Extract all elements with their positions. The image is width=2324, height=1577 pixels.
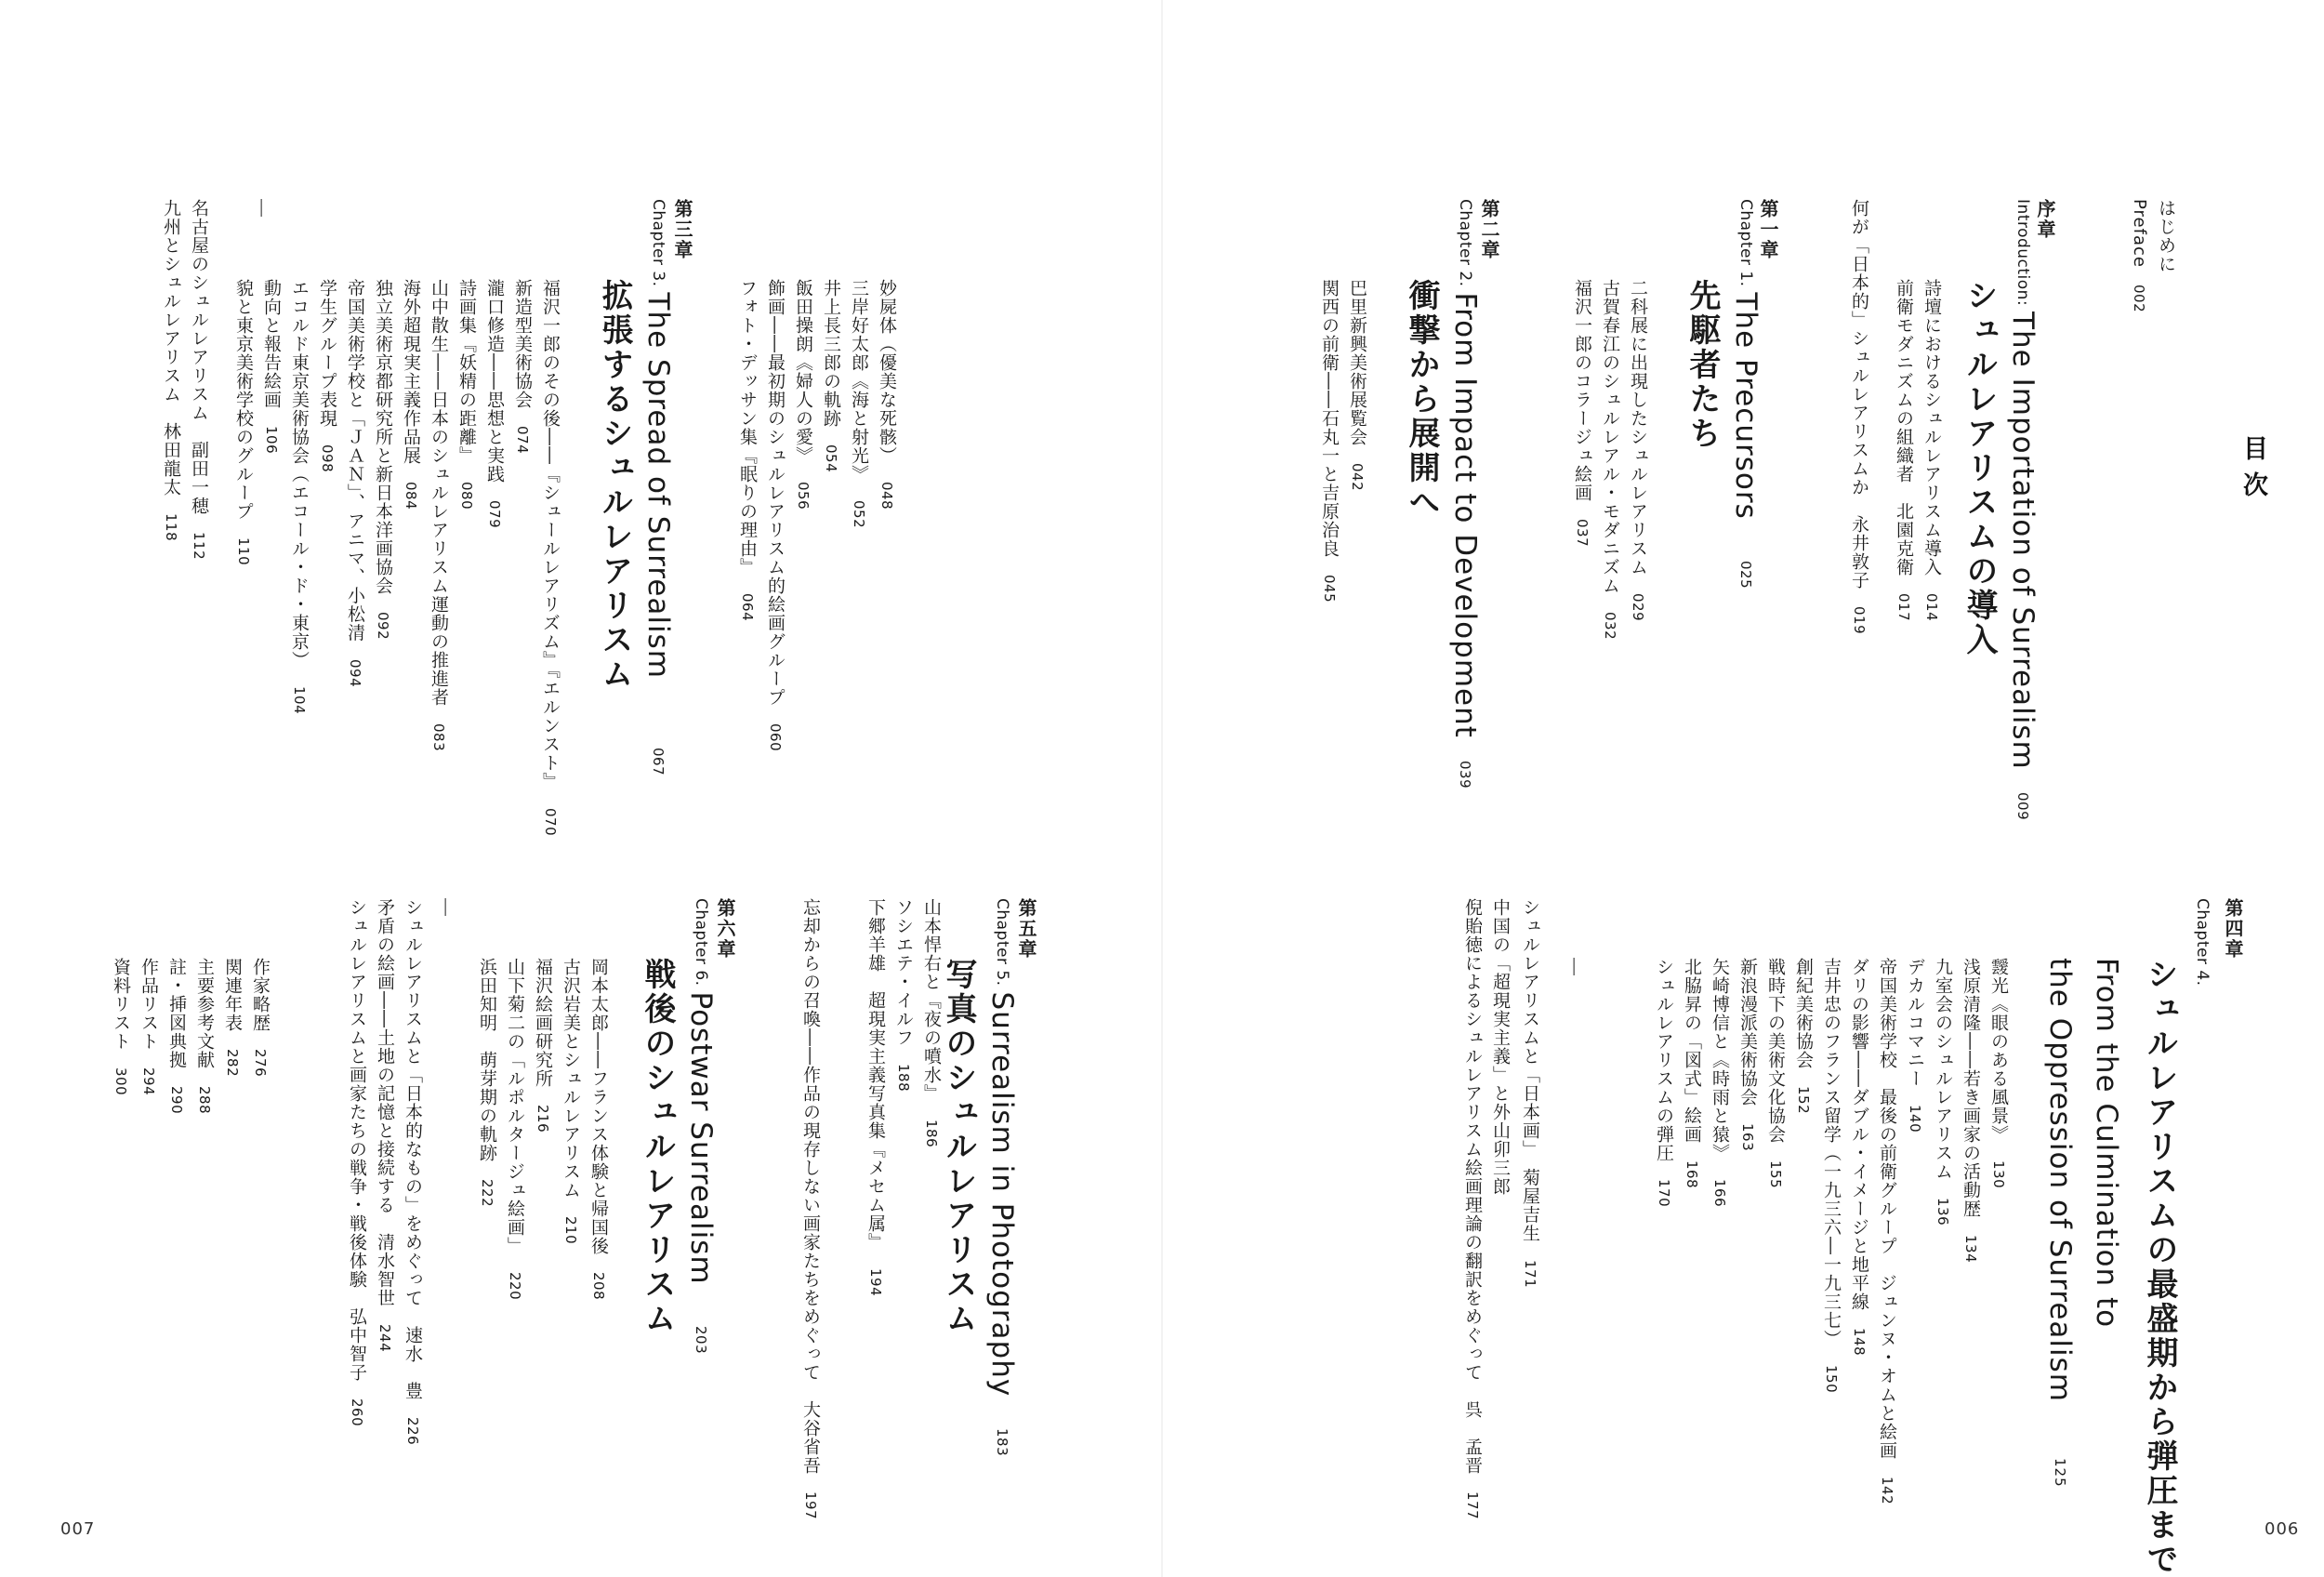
ch1-page: 025: [1737, 560, 1754, 589]
ch4-item-4[interactable]: デカルコマニー140: [1905, 958, 1925, 1133]
ch1-label: 第一章: [1757, 199, 1779, 260]
ch2-title-en: From Impact to Development: [1448, 292, 1482, 738]
ch3-essay-2[interactable]: 九州とシュルレアリスム 林田龍太118: [161, 199, 181, 542]
ch4-title-ja: シュルレアリスムの最盛期から弾圧まで: [2141, 958, 2178, 1577]
ch5-en-label: Chapter 5. Surrealism in Photography183: [985, 898, 1019, 1457]
ch4-item-12[interactable]: 北脇昇の「図式」絵画168: [1682, 958, 1702, 1189]
ch1-en-label: Chapter 1. The Precursors025: [1729, 199, 1763, 589]
preface-page: 002: [2131, 284, 2147, 313]
ch6-item-3[interactable]: 福沢絵画研究所216: [533, 958, 553, 1133]
back-matter-3[interactable]: 主要参考文献288: [194, 958, 215, 1115]
ch3-item-b2[interactable]: 新造型美術協会074: [512, 279, 533, 455]
ch6-divider: ―: [436, 898, 456, 916]
preface-en-entry: [2131, 199, 2147, 312]
ch4-item-5[interactable]: 帝国美術学校 最後の前衛グループ ジュンヌ・オムと絵画142: [1877, 958, 1897, 1505]
ch2-title-ja: 衝撃から展開へ: [1403, 279, 1440, 520]
ch6-essay-3[interactable]: シュルレアリスムと画家たちの戦争・戦後体験 弘中智子260: [347, 898, 367, 1427]
ch4-title-en-1: From the Culmination to: [2090, 958, 2123, 1329]
intro-en-label: Introduction: The Importation of Surrealism009: [2006, 199, 2040, 820]
ch3-item-b3[interactable]: 瀧口修造――思想と実践079: [484, 279, 505, 529]
ch5-label: 第五章: [1015, 898, 1037, 960]
ch4-item-13[interactable]: シュルレアリスムの弾圧170: [1654, 958, 1674, 1208]
ch4-page: 125: [2052, 1457, 2068, 1488]
intro-item-2[interactable]: 前衛モダニズムの組織者 北園克衛017: [1894, 279, 1914, 622]
ch4-item-2[interactable]: 浅原清隆――若き画家の活動歴134: [1961, 958, 1981, 1264]
ch5-item-2[interactable]: ソシエテ・イルフ188: [893, 898, 914, 1093]
back-matter-2[interactable]: 関連年表282: [222, 958, 243, 1078]
preface-entry[interactable]: [2157, 199, 2174, 273]
ch3-item-b8[interactable]: 帝国美術学校と「ＪＡＮ」、アニマ、小松清094: [345, 279, 365, 687]
intro-page: 009: [2014, 791, 2031, 820]
intro-label: 序章: [2034, 199, 2056, 240]
ch3-item-b11[interactable]: 動向と報告絵画106: [261, 279, 282, 455]
ch3-item-a5[interactable]: 三岸好太郎《海と射光》052: [849, 279, 869, 529]
ch4-item-1[interactable]: 靉光《眼のある風景》130: [1988, 958, 2009, 1189]
ch4-divider: ―: [1565, 958, 1585, 975]
intro-item-1[interactable]: 詩壇におけるシュルレアリスム導入014: [1921, 279, 1942, 622]
ch6-essay-1[interactable]: シュルレアリスムと「日本的なもの」をめぐって 速水 豊226: [403, 898, 423, 1446]
ch3-item-b5[interactable]: 山中散生――日本のシュルレアリスム運動の推進者083: [429, 279, 449, 752]
ch6-essay-2[interactable]: 矛盾の絵画――土地の記憶と接続する 清水智世244: [375, 898, 395, 1353]
ch2-item-1[interactable]: 巴里新興美術展覧会042: [1347, 279, 1367, 492]
back-matter-1[interactable]: 作家略歴276: [250, 958, 271, 1078]
ch2-page: 039: [1457, 760, 1473, 789]
ch1-item-3[interactable]: 福沢一郎のコラージュ絵画037: [1572, 279, 1592, 548]
ch3-item-b6[interactable]: 海外超現実主義作品展084: [401, 279, 421, 510]
ch1-title-ja: 先駆者たち: [1684, 279, 1721, 451]
ch5-title-en: Surrealism in Photography: [985, 991, 1019, 1398]
ch3-item-a4[interactable]: 井上長三郎の軌跡054: [821, 279, 841, 473]
ch2-item-2[interactable]: 関西の前衛――石丸一と吉原治良045: [1319, 279, 1340, 603]
back-matter-6[interactable]: 資料リスト300: [111, 958, 131, 1096]
ch4-essay-2[interactable]: 中国の「超現実主義」と外山卯三郎: [1490, 898, 1511, 1196]
page-number-right: 006: [2265, 1519, 2300, 1539]
ch6-title-en: Postwar Surrealism: [684, 991, 718, 1285]
ch3-page: 067: [650, 748, 667, 776]
ch3-item-a1[interactable]: フォト・デッサン集『眠りの理由』064: [737, 279, 758, 622]
ch3-item-b9[interactable]: 学生グループ表現098: [317, 279, 337, 473]
ch2-en-label: Chapter 2. From Impact to Development039: [1448, 199, 1482, 789]
ch3-title-en: The Spread of Surrealism: [641, 292, 675, 679]
ch4-item-7[interactable]: 吉井忠のフランス留学（一九三六―一九三七）150: [1821, 958, 1842, 1394]
ch3-item-a3[interactable]: 飯田操朗《婦人の愛》056: [793, 279, 813, 510]
ch6-en-label: Chapter 6. Postwar Surrealism203: [684, 898, 718, 1354]
ch6-item-1[interactable]: 岡本太郎――フランス体験と帰国後208: [588, 958, 609, 1301]
ch3-item-a6[interactable]: 妙屍体（優美な死骸）048: [877, 279, 897, 510]
ch6-item-5[interactable]: 浜田知明 萌芽期の軌跡222: [477, 958, 497, 1208]
ch4-item-9[interactable]: 戦時下の美術文化協会155: [1765, 958, 1786, 1189]
ch3-item-b7[interactable]: 独立美術京都研究所と新日本洋画協会092: [373, 279, 393, 641]
ch3-item-b10[interactable]: エコルド東京美術協会（エコール・ド・東京）104: [289, 279, 310, 715]
ch5-page: 183: [994, 1428, 1010, 1457]
intro-title-ja: シュルレアリスムの導入: [1961, 279, 1998, 657]
ch4-title-en-2: the Oppression of Surrealism125: [2043, 958, 2077, 1488]
ch3-item-b4[interactable]: 詩画集『妖精の距離』080: [456, 279, 477, 510]
ch3-item-a2[interactable]: 飾画――最初期のシュルレアリスム的絵画グループ060: [765, 279, 786, 752]
ch1-title-en: The Precursors: [1729, 292, 1763, 520]
ch3-en-label: Chapter 3. The Spread of Surrealism067: [641, 199, 675, 776]
ch4-essay-1[interactable]: シュルレアリスムと「日本画」 菊屋吉生171: [1520, 898, 1540, 1288]
ch5-title-ja: 写真のシュルレアリスム: [940, 958, 977, 1336]
ch3-item-b12[interactable]: 貌と東京美術学校のグループ110: [233, 279, 254, 566]
ch4-label: 第四章: [2222, 898, 2244, 960]
ch4-item-10[interactable]: 新浪漫派美術協会163: [1737, 958, 1758, 1152]
ch6-item-2[interactable]: 古沢岩美とシュルレアリスム210: [561, 958, 581, 1245]
gutter-divider: [1161, 0, 1163, 1577]
ch4-item-3[interactable]: 九室会のシュルレアリスム136: [1933, 958, 1953, 1226]
back-matter-5[interactable]: 作品リスト294: [139, 958, 159, 1096]
ch3-essay-1[interactable]: 名古屋のシュルレアリスム 副田一穂112: [189, 199, 209, 561]
ch6-item-4[interactable]: 山下菊二の「ルポルタージュ絵画」220: [505, 958, 525, 1301]
ch6-title-ja: 戦後のシュルレアリスム: [639, 958, 676, 1336]
ch3-divider-mark: ―: [252, 199, 272, 218]
ch4-essay-3[interactable]: 倪貽徳によるシュルレアリスム絵画理論の翻訳をめぐって 呉 孟晋177: [1462, 898, 1483, 1520]
ch3-label: 第三章: [671, 199, 693, 260]
preface-en: Preface: [2130, 199, 2149, 268]
intro-item-3[interactable]: 何が「日本的」シュルレアリスムか 永井敦子019: [1849, 199, 1869, 635]
ch3-title-ja: 拡張するシュルレアリスム: [596, 279, 633, 692]
ch4-en-label: Chapter 4.: [2193, 898, 2212, 987]
ch3-item-b1[interactable]: 福沢一郎のその後――『シュールレアリズム』『エルンスト』070: [540, 279, 561, 836]
ch2-label: 第二章: [1478, 199, 1500, 260]
intro-title-en: The Importation of Surrealism: [2006, 311, 2040, 770]
ch6-label: 第六章: [714, 898, 736, 960]
preface-title: はじめに: [2156, 199, 2176, 273]
ch1-item-1[interactable]: 二科展に出現したシュルレアリスム029: [1628, 279, 1648, 622]
ch1-item-2[interactable]: 古賀春江のシュルレアル・モダニズム032: [1600, 279, 1620, 641]
toc-title: 目次: [2238, 435, 2267, 508]
ch4-item-8[interactable]: 創紀美術協会152: [1793, 958, 1814, 1115]
ch5-item-3[interactable]: 下郷羊雄 超現実主義写真集『メセム属』194: [865, 898, 886, 1297]
page-number-left: 007: [60, 1519, 96, 1539]
ch6-page: 203: [693, 1325, 709, 1354]
ch4-item-6[interactable]: ダリの影響――ダブル・イメージと地平線148: [1849, 958, 1869, 1357]
back-matter-4[interactable]: 註・挿図典拠290: [166, 958, 187, 1115]
ch5-essay-1[interactable]: 忘却からの召喚――作品の現存しない画家たちをめぐって 大谷省吾197: [800, 898, 821, 1520]
ch5-item-1[interactable]: 山本悍右と『夜の噴水』186: [921, 898, 942, 1148]
ch4-item-11[interactable]: 矢崎博信と《時雨と猿》166: [1710, 958, 1730, 1208]
